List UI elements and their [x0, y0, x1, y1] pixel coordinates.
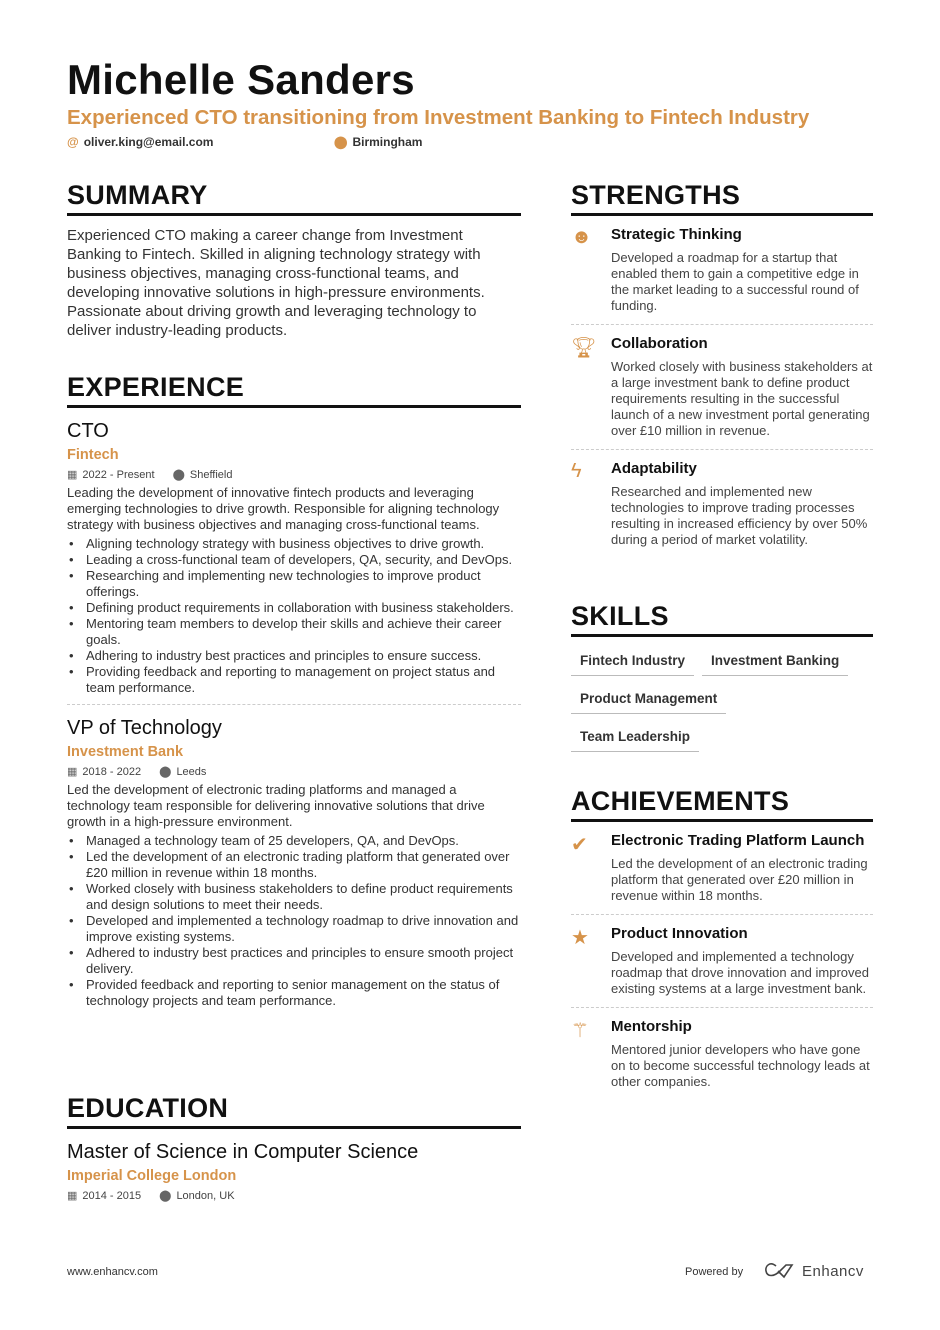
lightning-icon: ϟ	[571, 460, 582, 482]
list-item: • Defining product requirements in collaboration with business stakeholders.	[67, 600, 521, 616]
achievement-item	[571, 915, 873, 1007]
achievement-text: Mentored junior developers who have gone on to become successful technology leads at other companies.	[611, 1042, 870, 1089]
star-icon: ★	[571, 927, 589, 949]
list-item: • Mentoring team members to develop their skills and achieve their career goals.	[67, 616, 521, 648]
email-text: oliver.king@email.com	[83, 135, 214, 149]
calendar-icon: ▦	[67, 766, 78, 778]
school-name: Imperial College London	[67, 1168, 237, 1184]
calendar-icon: ▦	[67, 469, 78, 481]
job-bullets	[67, 536, 521, 696]
skill-tag: Team Leadership	[571, 723, 699, 752]
achievement-title: Mentorship	[611, 1018, 692, 1035]
job-description: Led the development of electronic trading platforms and managed a technology team responsible for delivering innovative solutions that drive growth in a high-pressure environment.	[67, 782, 485, 829]
strength-item	[571, 450, 873, 558]
magic-wand-icon: ⚚	[571, 1020, 589, 1042]
section-title: STRENGTHS	[571, 180, 873, 216]
list-item: • Worked closely with business stakeholders to define product requirements and design solutions to meet their needs.	[67, 881, 521, 913]
brain-head-icon: ☻	[571, 226, 593, 248]
job-description: Leading the development of innovative fintech products and leveraging emerging technologies to drive growth. Responsible for aligning technology strategy with business objectives and managing cross-functional teams.	[67, 485, 500, 532]
degree: Master of Science in Computer Science	[67, 1141, 419, 1163]
experience-section	[67, 372, 521, 1009]
section-title: SUMMARY	[67, 180, 521, 216]
company-name: Fintech	[67, 447, 119, 463]
achievement-item	[571, 822, 873, 914]
list-item: • Leading a cross-functional team of developers, QA, security, and DevOps.	[67, 552, 521, 568]
list-item: • Managed a technology team of 25 developers, QA, and DevOps.	[67, 833, 521, 849]
list-item: • Providing feedback and reporting to management on project status and team performance.	[67, 664, 521, 696]
divider	[67, 704, 521, 705]
strength-text: Researched and implemented new technologies to improve trading processes resulting in increased efficiency by over 50% during a period of market volatility.	[611, 484, 868, 547]
location-text: Birmingham	[352, 135, 423, 149]
at-icon: @	[67, 135, 79, 149]
enhancv-logo[interactable]	[764, 1262, 864, 1280]
job-title: CTO	[67, 420, 109, 442]
skill-tag: Investment Banking	[702, 647, 848, 676]
summary-text: Experienced CTO making a career change from Investment Banking to Fintech. Skilled in aligning technology strategy with business objectives, managing cross-functional teams, and developing innovative solutions in high-pressure environments. Passionate about driving growth and leveraging technology to deliver industry-leading products.	[67, 227, 485, 339]
achievement-text: Led the development of an electronic trading platform that generated over £20 million in revenue within 18 months.	[611, 856, 868, 903]
job-dates: ▦ 2018 - 2022	[67, 766, 142, 778]
job-location: ⬤ Sheffield	[172, 469, 233, 481]
achievement-title: Electronic Trading Platform Launch	[611, 832, 865, 849]
strength-text: Worked closely with business stakeholders at a large investment bank to define product requirements resulting in the successful launch of a new investment portal generating over £10 million in revenue.	[611, 359, 873, 438]
email-contact[interactable]	[67, 135, 213, 149]
section-title: EDUCATION	[67, 1093, 521, 1129]
list-item: • Aligning technology strategy with business objectives to drive growth.	[67, 536, 521, 552]
strength-item	[571, 325, 873, 449]
skills-section	[571, 601, 873, 761]
job-entry	[67, 717, 521, 1009]
achievement-text: Developed and implemented a technology roadmap that drove innovation and improved existing systems at a large investment bank.	[611, 949, 869, 996]
strengths-section	[571, 180, 873, 558]
summary-section	[67, 180, 521, 340]
section-title: EXPERIENCE	[67, 372, 521, 408]
checkmark-icon: ✔	[571, 834, 588, 856]
list-item: • Researching and implementing new technologies to improve product offerings.	[67, 568, 521, 600]
list-item: • Led the development of an electronic trading platform that generated over £20 million in revenue within 18 months.	[67, 849, 521, 881]
strength-title: Collaboration	[611, 335, 708, 352]
company-name: Investment Bank	[67, 744, 184, 760]
strength-title: Strategic Thinking	[611, 226, 742, 243]
section-title: ACHIEVEMENTS	[571, 786, 873, 822]
job-dates: ▦ 2022 - Present	[67, 469, 155, 481]
calendar-icon: ▦	[67, 1190, 78, 1202]
list-item: • Adhering to industry best practices and principles to ensure success.	[67, 648, 521, 664]
job-title: VP of Technology	[67, 717, 222, 739]
location-contact	[334, 135, 422, 149]
footer-website[interactable]: www.enhancv.com	[67, 1266, 158, 1278]
location-pin-icon: ⬤	[334, 135, 348, 149]
achievement-item	[571, 1008, 873, 1100]
job-bullets	[67, 833, 521, 1009]
achievements-section	[571, 786, 873, 1100]
list-item: • Developed and implemented a technology roadmap to drive innovation and improve existing systems.	[67, 913, 521, 945]
powered-by-label: Powered by	[685, 1266, 744, 1278]
enhancv-logo-icon	[764, 1262, 796, 1280]
list-item: • Adhered to industry best practices and principles to ensure smooth project delivery.	[67, 945, 521, 977]
location-pin-icon: ⬤	[172, 469, 185, 481]
edu-location: ⬤ London, UK	[159, 1190, 235, 1202]
strength-item	[571, 216, 873, 324]
list-item: • Provided feedback and reporting to senior management on the status of technology projects and team performance.	[67, 977, 521, 1009]
enhancv-brand-text: Enhancv	[802, 1262, 864, 1280]
skill-tag: Product Management	[571, 685, 726, 714]
strength-text: Developed a roadmap for a startup that enabled them to gain a competitive edge in the market leading to a successful round of funding.	[611, 250, 859, 313]
job-entry	[67, 420, 521, 696]
skill-tag: Fintech Industry	[571, 647, 694, 676]
location-pin-icon: ⬤	[159, 766, 172, 778]
section-title: SKILLS	[571, 601, 873, 637]
trophy-icon: 🏆︎	[571, 337, 597, 359]
headline: Experienced CTO transitioning from Investment Banking to Fintech Industry	[67, 106, 810, 129]
achievement-title: Product Innovation	[611, 925, 748, 942]
education-section	[67, 1093, 521, 1202]
candidate-name: Michelle Sanders	[67, 56, 415, 103]
edu-dates: ▦ 2014 - 2015	[67, 1190, 142, 1202]
strength-title: Adaptability	[611, 460, 697, 477]
location-pin-icon: ⬤	[159, 1190, 172, 1202]
job-location: ⬤ Leeds	[159, 766, 207, 778]
